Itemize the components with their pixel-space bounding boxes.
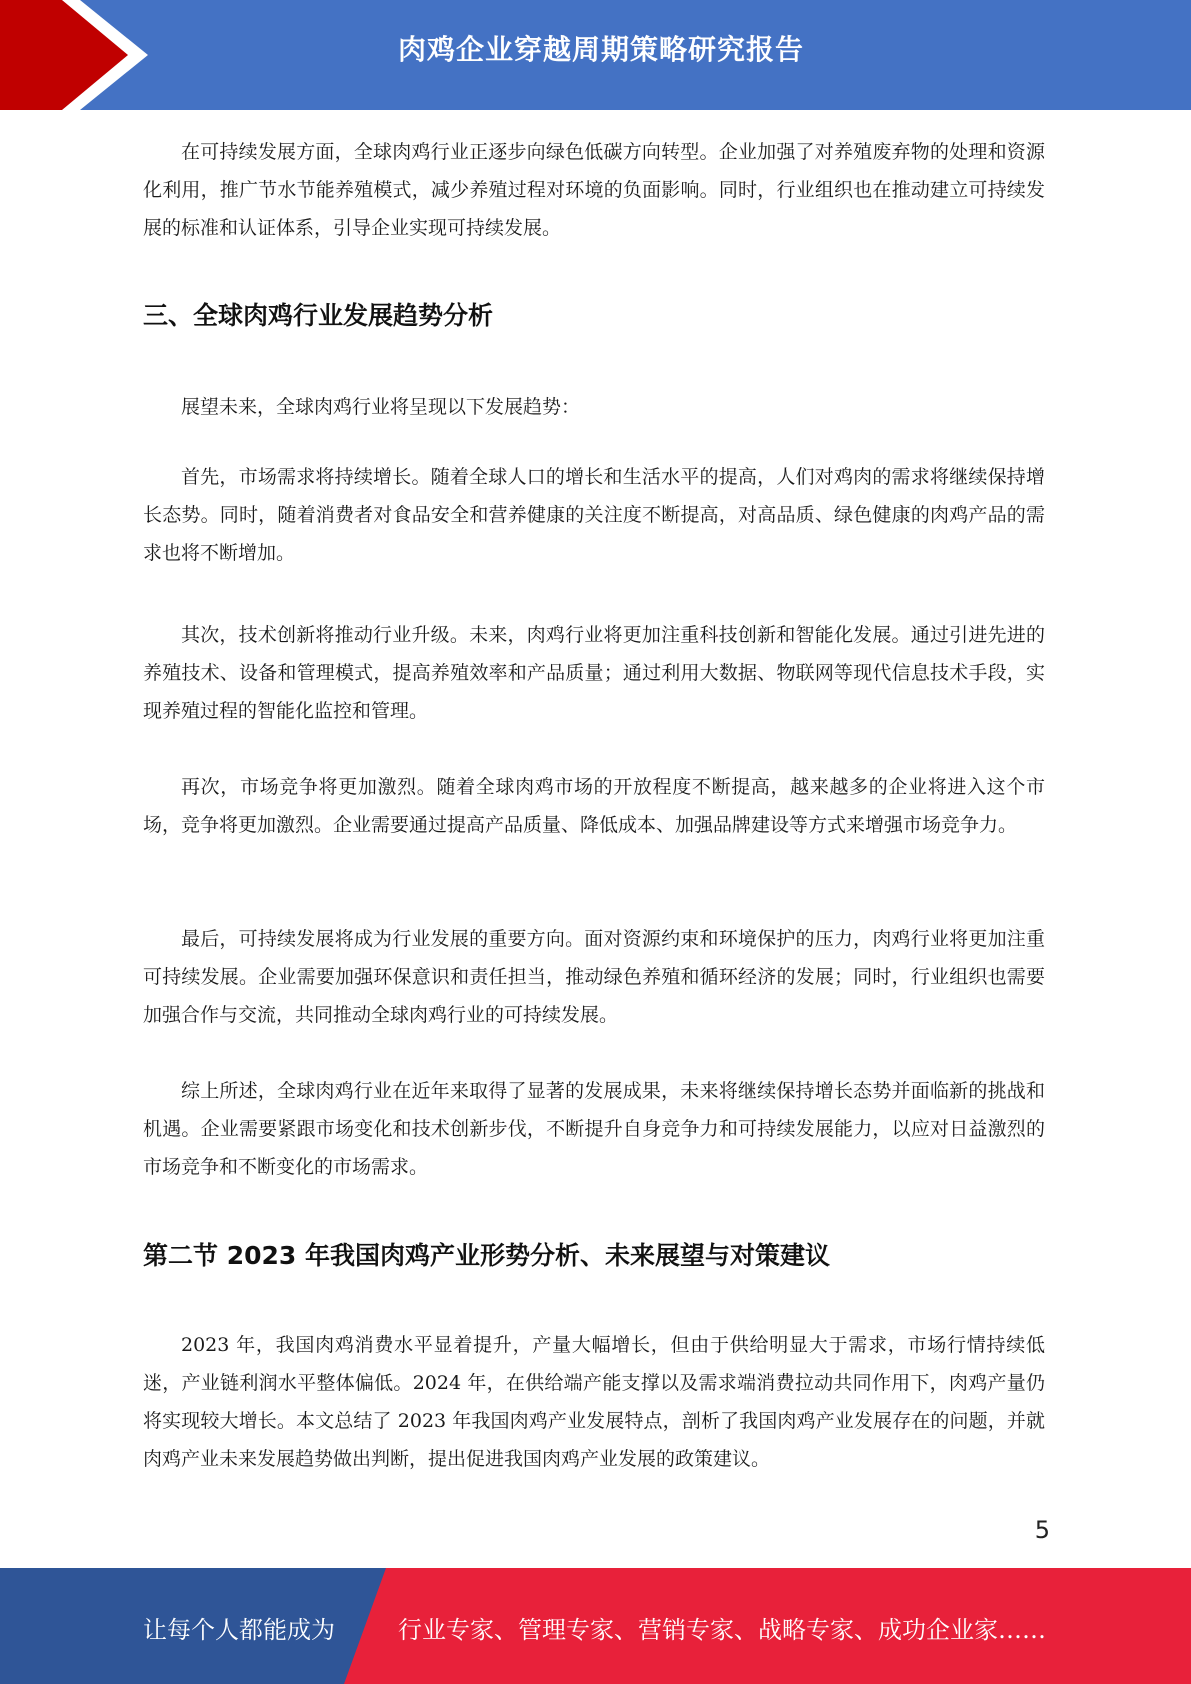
section-heading-2023-analysis: 第二节 2023 年我国肉鸡产业形势分析、未来展望与对策建议 bbox=[143, 1241, 830, 1270]
paragraph-sustainable-direction: 最后，可持续发展将成为行业发展的重要方向。面对资源约束和环境保护的压力，肉鸡行业将更加注重可持续发展。企业需要加强环保意识和责任担当，推动绿色养殖和循环经济的发展；同时，行业组织也需要加强合作与交流，共同推动全球肉鸡行业的可持续发展。 bbox=[143, 928, 1045, 1026]
paragraph-demand: 首先，市场需求将持续增长。随着全球人口的增长和生活水平的提高，人们对鸡肉的需求将继续保持增长态势。同时，随着消费者对食品安全和营养健康的关注度不断提高，对高品质、绿色健康的肉鸡产品的需求也将不断增加。 bbox=[143, 466, 1045, 564]
footer-slogan-right: 行业专家、管理专家、营销专家、战略专家、成功企业家…… bbox=[398, 1616, 1046, 1644]
paragraph-technology: 其次，技术创新将推动行业升级。未来，肉鸡行业将更加注重科技创新和智能化发展。通过引进先进的养殖技术、设备和管理模式，提高养殖效率和产品质量；通过利用大数据、物联网等现代信息技术手段，实现养殖过程的智能化监控和管理。 bbox=[143, 624, 1045, 722]
page-number: 5 bbox=[1034, 1516, 1050, 1544]
page-footer bbox=[0, 1568, 1191, 1684]
paragraph-sustainability: 在可持续发展方面，全球肉鸡行业正逐步向绿色低碳方向转型。企业加强了对养殖废弃物的处理和资源化利用，推广节水节能养殖模式，减少养殖过程对环境的负面影响。同时，行业组织也在推动建立可持续发展的标准和认证体系，引导企业实现可持续发展。 bbox=[143, 141, 1045, 239]
report-title: 肉鸡企业穿越周期策略研究报告 bbox=[398, 33, 805, 66]
paragraph-2023-overview: 2023 年，我国肉鸡消费水平显着提升，产量大幅增长，但由于供给明显大于需求，市场行情持续低迷，产业链利润水平整体偏低。2024 年，在供给端产能支撑以及需求端消费拉动共同作用下，肉鸡产量仍将实现较大增长。本文总结了 2023 年我国肉鸡产业发展特点，剖析了我国肉鸡产业发展存在的问题，并就肉鸡产业未来发展趋势做出判断，提出促进我国肉鸡产业发展的政策建议。 bbox=[143, 1334, 1045, 1470]
page-header bbox=[0, 0, 1191, 110]
footer-slogan-left: 让每个人都能成为 bbox=[143, 1616, 335, 1644]
paragraph-competition: 再次，市场竞争将更加激烈。随着全球肉鸡市场的开放程度不断提高，越来越多的企业将进入这个市场，竞争将更加激烈。企业需要通过提高产品质量、降低成本、加强品牌建设等方式来增强市场竞争力。 bbox=[143, 776, 1045, 836]
paragraph-summary: 综上所述，全球肉鸡行业在近年来取得了显著的发展成果，未来将继续保持增长态势并面临新的挑战和机遇。企业需要紧跟市场变化和技术创新步伐，不断提升自身竞争力和可持续发展能力，以应对日益激烈的市场竞争和不断变化的市场需求。 bbox=[143, 1080, 1045, 1178]
section-heading-trends: 三、全球肉鸡行业发展趋势分析 bbox=[143, 301, 494, 330]
paragraph-outlook-intro: 展望未来，全球肉鸡行业将呈现以下发展趋势： bbox=[181, 396, 581, 418]
